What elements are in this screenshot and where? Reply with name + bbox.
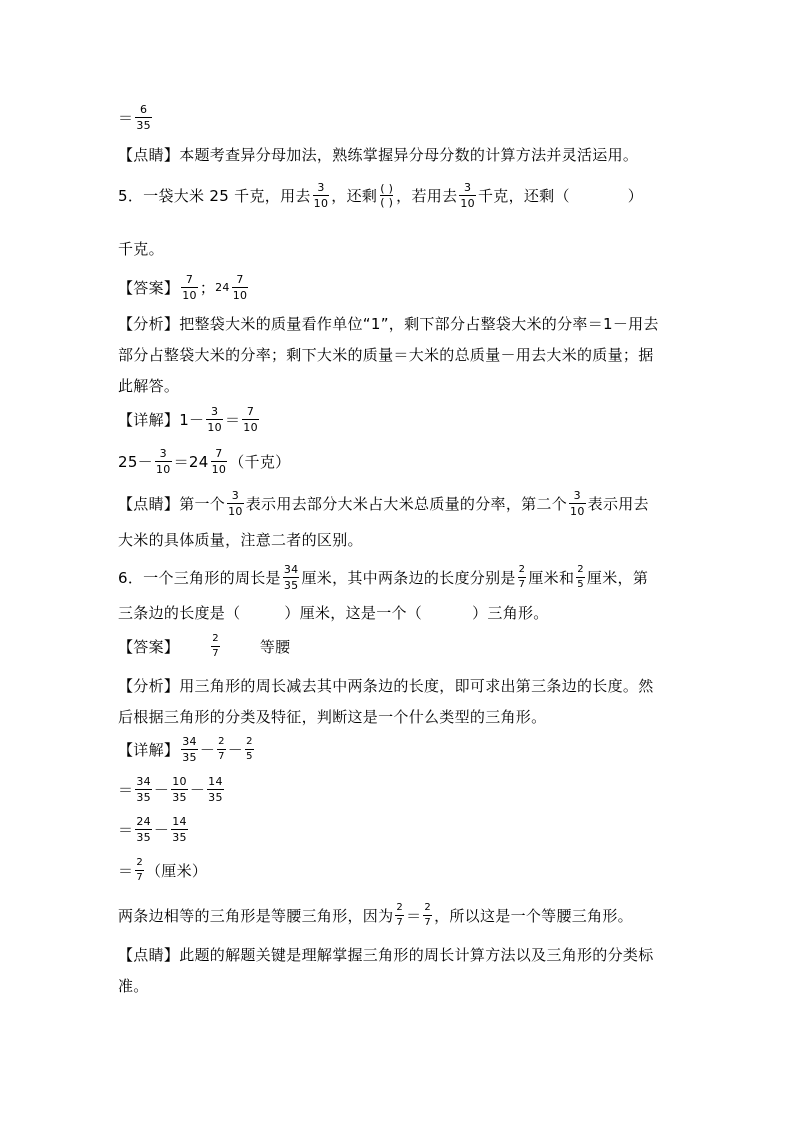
fraction: $\frac{3}{10}$ — [207, 405, 222, 434]
fraction: $\frac{6}{35}$ — [136, 103, 151, 132]
question-5: 5．一袋大米 25 千克，用去 $\frac{3}{10}$ ，还剩 ( ) ( ) ，若用去 $\frac{3}{10}$ 千克，还剩（ ） — [118, 181, 644, 210]
fraction: $\frac{24}{35}$ — [136, 815, 151, 844]
answer-6: 【答案】 $\frac{2}{7}$ 等腰 — [118, 633, 291, 659]
detail-6-r1: 【详解】 $\frac{34}{35}$ － $\frac{2}{7}$ － $\frac{2}{5}$ — [118, 735, 253, 764]
analysis-5-l1: 【分析】把整袋大米的质量看作单位“1”，剩下部分占整袋大米的分率＝1－用去 — [118, 315, 659, 333]
tip-6-l2: 准。 — [118, 977, 149, 995]
fraction: $\frac{7}{10}$ — [211, 447, 227, 476]
analysis-5-l3: 此解答。 — [118, 377, 180, 395]
fraction: $\frac{2}{7}$ — [396, 902, 404, 928]
fraction: $\frac{2}{7}$ — [424, 902, 432, 928]
answer-5: 【答案】 $\frac{7}{10}$ ； 24 $\frac{7}{10}$ — [118, 273, 248, 302]
fraction: $\frac{2}{7}$ — [212, 633, 219, 659]
detail-6-r3: ＝ $\frac{24}{35}$ － $\frac{14}{35}$ — [118, 815, 187, 844]
fraction: $\frac{7}{10}$ — [232, 273, 248, 302]
conclusion-6: 两条边相等的三角形是等腰三角形，因为 $\frac{2}{7}$ ＝ $\frac{2}{7}$ ，所以这是一个等腰三角形。 — [118, 902, 633, 928]
detail-5-l2: 25－ $\frac{3}{10}$ ＝ 24 $\frac{7}{10}$ （千克） — [118, 447, 291, 476]
analysis-6-l2: 后根据三角形的分类及特征，判断这是一个什么类型的三角形。 — [118, 708, 547, 726]
question-6-cont: 三条边的长度是（ ）厘米，这是一个（ ）三角形。 — [118, 604, 549, 622]
tip-5-l2: 大米的具体质量，注意二者的区别。 — [118, 531, 363, 549]
fraction: $\frac{3}{10}$ — [156, 447, 171, 476]
fraction: $\frac{3}{10}$ — [228, 489, 243, 518]
fraction: $\frac{2}{7}$ — [218, 736, 225, 762]
fraction: $\frac{34}{35}$ — [182, 735, 197, 764]
fraction: $\frac{2}{5}$ — [246, 736, 253, 762]
tip-5-l1: 【点睛】第一个 $\frac{3}{10}$ 表示用去部分大米占大米总质量的分率，第二个 $\frac{3}{10}$ 表示用去 — [118, 489, 649, 518]
equation-result-line — [118, 104, 154, 131]
question-5-cont: 千克。 — [118, 240, 164, 258]
equals-sign: ＝ — [118, 109, 134, 127]
analysis-6-l1: 【分析】用三角形的周长减去其中两条边的长度，即可求出第三条边的长度。然 — [118, 677, 654, 695]
fraction-blank: ( ) ( ) — [380, 182, 394, 209]
detail-6-r2: ＝ $\frac{34}{35}$ － $\frac{10}{35}$ － $\frac{14}{35}$ — [118, 775, 223, 804]
fraction: $\frac{34}{35}$ — [283, 563, 299, 592]
fraction: $\frac{34}{35}$ — [136, 775, 151, 804]
fraction: $\frac{7}{10}$ — [243, 405, 258, 434]
question-6: 6．一个三角形的周长是 $\frac{34}{35}$ 厘米，其中两条边的长度分别是 $\frac{2}{7}$ 厘米和 $\frac{2}{5}$ 厘米，第 — [118, 563, 649, 592]
fraction: $\frac{2}{5}$ — [577, 564, 584, 590]
fraction: $\frac{14}{35}$ — [172, 815, 187, 844]
fraction: $\frac{3}{10}$ — [570, 489, 585, 518]
analysis-5-l2: 部分占整袋大米的分率；剩下大米的质量＝大米的总质量－用去大米的质量；据 — [118, 346, 654, 364]
fraction: $\frac{3}{10}$ — [313, 181, 329, 210]
fraction: $\frac{14}{35}$ — [208, 775, 223, 804]
detail-5-l1: 【详解】 1－ $\frac{3}{10}$ ＝ $\frac{7}{10}$ — [118, 405, 258, 434]
fraction: $\frac{2}{7}$ — [518, 564, 526, 590]
tip-line: 【点睛】本题考查异分母加法，熟练掌握异分母分数的计算方法并灵活运用。 — [118, 146, 639, 164]
detail-6-r4: ＝ $\frac{2}{7}$ （厘米） — [118, 857, 208, 883]
fraction: $\frac{7}{10}$ — [182, 273, 197, 302]
fraction: $\frac{2}{7}$ — [136, 857, 143, 883]
fraction: $\frac{10}{35}$ — [172, 775, 187, 804]
tip-6-l1: 【点睛】此题的解题关键是理解掌握三角形的周长计算方法以及三角形的分类标 — [118, 946, 654, 964]
fraction: $\frac{3}{10}$ — [460, 181, 475, 210]
